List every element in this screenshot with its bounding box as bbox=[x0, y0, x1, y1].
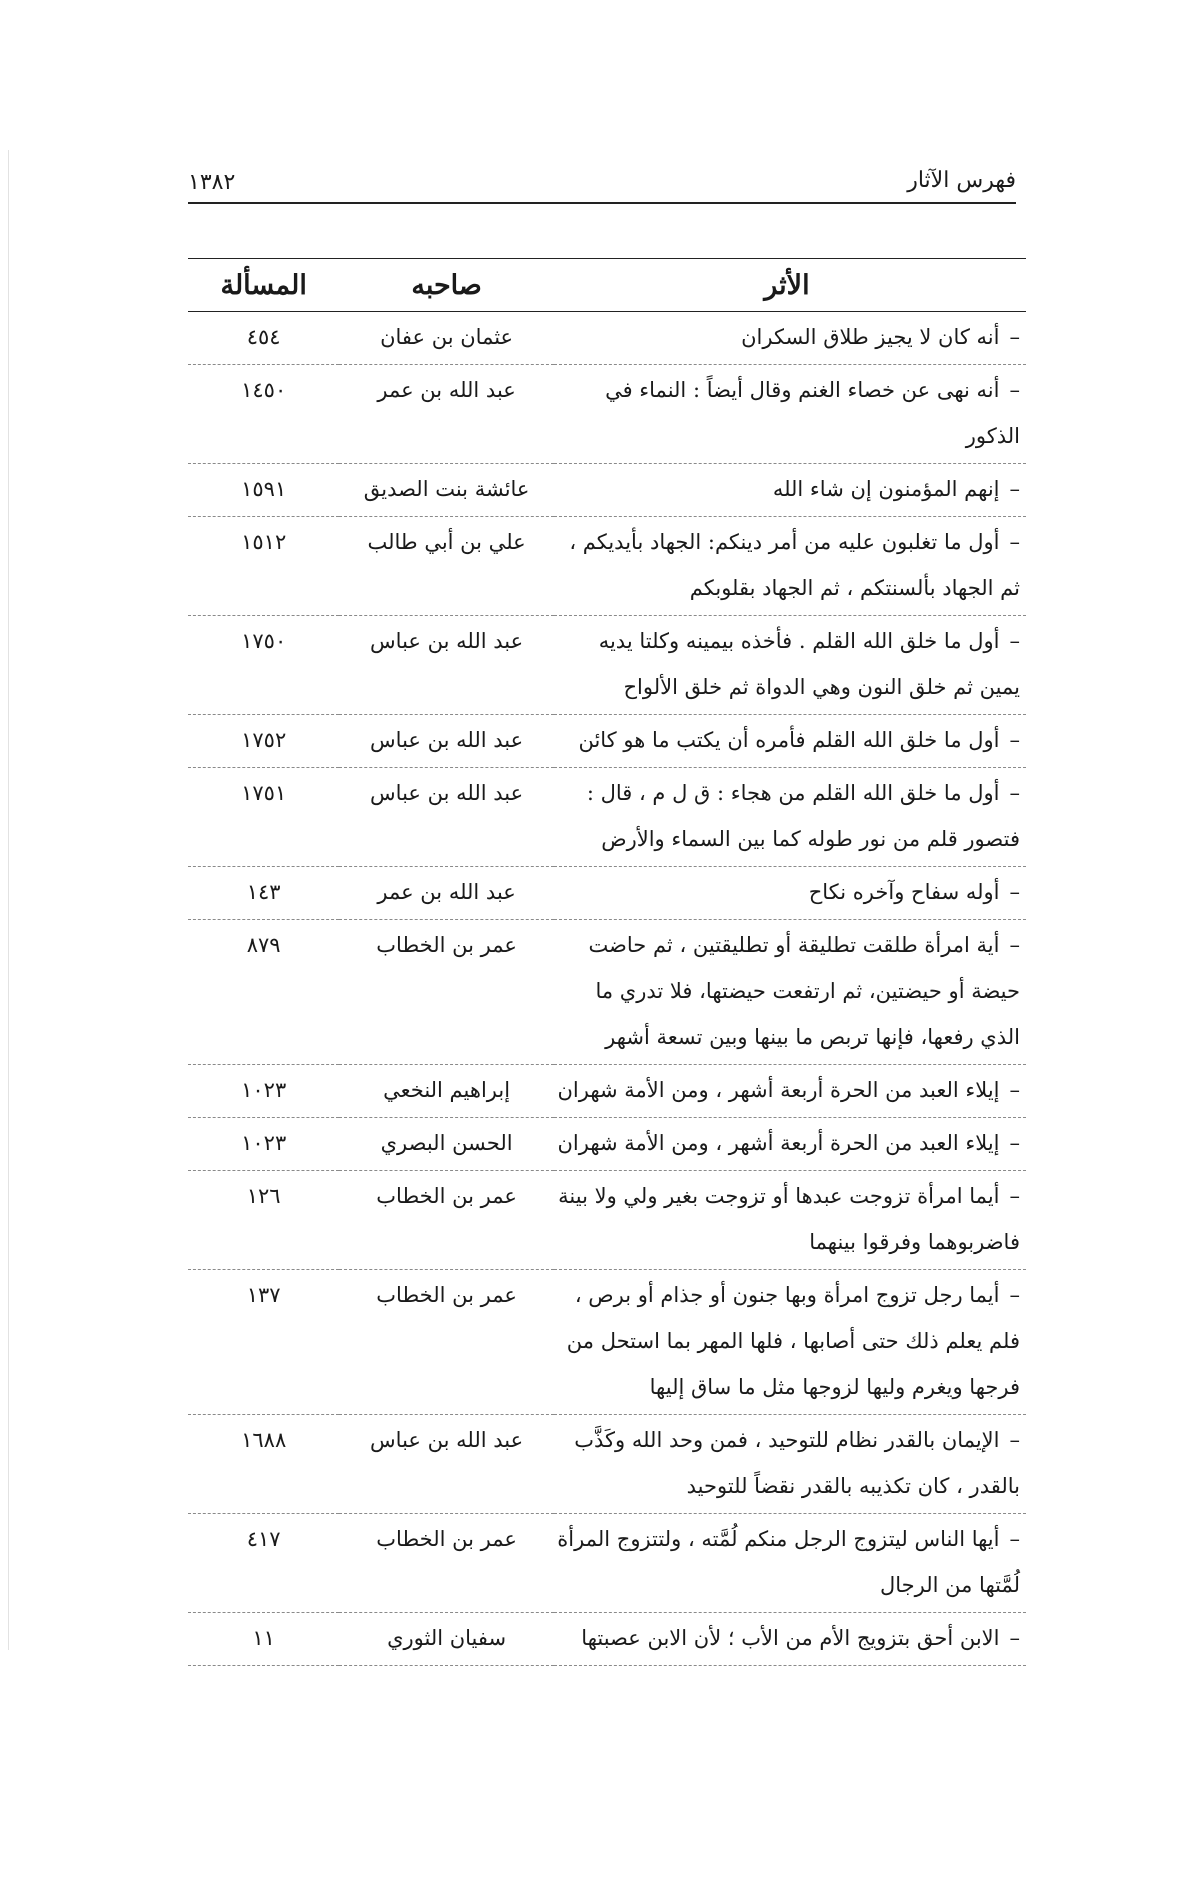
masala-number: ١٠٢٣ bbox=[188, 1065, 339, 1118]
sahib-name: عثمان بن عفان bbox=[339, 312, 554, 365]
page-number: ١٣٨٢ bbox=[188, 170, 236, 195]
sahib-name: عبد الله بن عباس bbox=[339, 715, 554, 768]
table-header-row bbox=[188, 259, 1026, 312]
sahib-name: عمر بن الخطاب bbox=[339, 1270, 554, 1415]
sahib-name: سفيان الثوري bbox=[339, 1613, 554, 1666]
masala-number: ١٧٥١ bbox=[188, 768, 339, 867]
table-row bbox=[188, 1270, 1026, 1415]
sahib-name: عبد الله بن عمر bbox=[339, 365, 554, 464]
table-row bbox=[188, 1415, 1026, 1514]
table-row bbox=[188, 1065, 1026, 1118]
athar-text bbox=[554, 1613, 1026, 1666]
athar-text bbox=[554, 1118, 1026, 1171]
masala-number: ٤٥٤ bbox=[188, 312, 339, 365]
masala-number: ١١ bbox=[188, 1613, 339, 1666]
athar-text bbox=[554, 1171, 1026, 1270]
athar-text-value: أوله سفاح وآخره نكاح bbox=[808, 880, 1000, 904]
sahib-name: عمر بن الخطاب bbox=[339, 1514, 554, 1613]
athar-text-value: أنه كان لا يجيز طلاق السكران bbox=[741, 325, 1000, 349]
masala-number: ١٧٥٢ bbox=[188, 715, 339, 768]
row-dash: – bbox=[1009, 325, 1020, 349]
row-dash: – bbox=[1009, 1283, 1020, 1307]
row-dash: – bbox=[1009, 1527, 1020, 1551]
sahib-name: عمر بن الخطاب bbox=[339, 1171, 554, 1270]
athar-index-table bbox=[188, 258, 1026, 1666]
row-dash: – bbox=[1009, 1626, 1020, 1650]
running-title: فهرس الآثار bbox=[907, 168, 1016, 193]
scan-edge-mark bbox=[8, 150, 9, 1650]
athar-text-value: أنه نهى عن خصاء الغنم وقال أيضاً : النماء في الذكور bbox=[605, 378, 1020, 448]
athar-text-value: أيها الناس ليتزوج الرجل منكم لُمَّته ، ولتتزوج المرأة لُمَّتها من الرجال bbox=[557, 1527, 1020, 1597]
masala-number: ١٥١٢ bbox=[188, 517, 339, 616]
athar-text bbox=[554, 715, 1026, 768]
athar-text bbox=[554, 867, 1026, 920]
table-row bbox=[188, 517, 1026, 616]
row-dash: – bbox=[1009, 1078, 1020, 1102]
table-row bbox=[188, 464, 1026, 517]
masala-number: ١٧٥٠ bbox=[188, 616, 339, 715]
athar-text-value: إنهم المؤمنون إن شاء الله bbox=[772, 477, 1000, 501]
masala-number: ١٦٨٨ bbox=[188, 1415, 339, 1514]
column-header-athar: الأثر bbox=[554, 259, 1026, 312]
sahib-name: عمر بن الخطاب bbox=[339, 920, 554, 1065]
row-dash: – bbox=[1009, 1131, 1020, 1155]
athar-text-value: الابن أحق بتزويج الأم من الأب ؛ لأن الابن عصبتها bbox=[581, 1626, 1000, 1650]
athar-text bbox=[554, 517, 1026, 616]
athar-text-value: أيما امرأة تزوجت عبدها أو تزوجت بغير ولي ولا بينة فاضربوهما وفرقوا بينهما bbox=[558, 1184, 1020, 1254]
athar-text bbox=[554, 1514, 1026, 1613]
masala-number: ١٥٩١ bbox=[188, 464, 339, 517]
table-row bbox=[188, 1514, 1026, 1613]
masala-number: ٤١٧ bbox=[188, 1514, 339, 1613]
sahib-name: عبد الله بن عمر bbox=[339, 867, 554, 920]
sahib-name: عبد الله بن عباس bbox=[339, 616, 554, 715]
athar-text bbox=[554, 464, 1026, 517]
athar-text-value: إيلاء العبد من الحرة أربعة أشهر ، ومن الأمة شهران bbox=[557, 1131, 1000, 1155]
table-row bbox=[188, 1118, 1026, 1171]
sahib-name: عائشة بنت الصديق bbox=[339, 464, 554, 517]
athar-text bbox=[554, 768, 1026, 867]
masala-number: ١٢٦ bbox=[188, 1171, 339, 1270]
athar-text-value: أول ما خلق الله القلم فأمره أن يكتب ما هو كائن bbox=[578, 728, 1000, 752]
table-row bbox=[188, 1171, 1026, 1270]
athar-text bbox=[554, 1415, 1026, 1514]
table-row bbox=[188, 867, 1026, 920]
row-dash: – bbox=[1009, 728, 1020, 752]
table-row bbox=[188, 365, 1026, 464]
table-row bbox=[188, 768, 1026, 867]
row-dash: – bbox=[1009, 933, 1020, 957]
athar-text bbox=[554, 312, 1026, 365]
running-header bbox=[188, 168, 1016, 204]
table-row bbox=[188, 616, 1026, 715]
sahib-name: علي بن أبي طالب bbox=[339, 517, 554, 616]
masala-number: ١٠٢٣ bbox=[188, 1118, 339, 1171]
athar-text-value: الإيمان بالقدر نظام للتوحيد ، فمن وحد الله وكَذَّب بالقدر ، كان تكذيبه بالقدر نقضاً للتوحيد bbox=[574, 1428, 1020, 1498]
row-dash: – bbox=[1009, 1184, 1020, 1208]
athar-text bbox=[554, 1065, 1026, 1118]
athar-text-value: أول ما تغلبون عليه من أمر دينكم: الجهاد بأيديكم ، ثم الجهاد بألسنتكم ، ثم الجهاد بقلوبكم bbox=[569, 530, 1020, 600]
masala-number: ١٤٣ bbox=[188, 867, 339, 920]
athar-text-value: أول ما خلق الله القلم . فأخذه بيمينه وكلتا يديه يمين ثم خلق النون وهي الدواة ثم خلق الألواح bbox=[598, 629, 1020, 699]
athar-text-value: إيلاء العبد من الحرة أربعة أشهر ، ومن الأمة شهران bbox=[557, 1078, 1000, 1102]
table-row bbox=[188, 715, 1026, 768]
athar-text bbox=[554, 920, 1026, 1065]
athar-text-value: أول ما خلق الله القلم من هجاء : ق ل م ، قال : فتصور قلم من نور طوله كما بين السماء والأرض bbox=[586, 781, 1020, 851]
sahib-name: الحسن البصري bbox=[339, 1118, 554, 1171]
column-header-masala: المسألة bbox=[188, 259, 339, 312]
row-dash: – bbox=[1009, 378, 1020, 402]
table-row bbox=[188, 1613, 1026, 1666]
row-dash: – bbox=[1009, 530, 1020, 554]
sahib-name: عبد الله بن عباس bbox=[339, 1415, 554, 1514]
sahib-name: إبراهيم النخعي bbox=[339, 1065, 554, 1118]
row-dash: – bbox=[1009, 880, 1020, 904]
row-dash: – bbox=[1009, 629, 1020, 653]
column-header-sahib: صاحبه bbox=[339, 259, 554, 312]
table-row bbox=[188, 920, 1026, 1065]
masala-number: ٨٧٩ bbox=[188, 920, 339, 1065]
athar-text-value: أية امرأة طلقت تطليقة أو تطليقتين ، ثم حاضت حيضة أو حيضتين، ثم ارتفعت حيضتها، فلا تدري ما الذي رفعها، فإنها تربص ما بينها وبين تسعة أشهر bbox=[588, 933, 1020, 1049]
row-dash: – bbox=[1009, 781, 1020, 805]
table-row bbox=[188, 312, 1026, 365]
masala-number: ١٣٧ bbox=[188, 1270, 339, 1415]
row-dash: – bbox=[1009, 1428, 1020, 1452]
athar-text bbox=[554, 365, 1026, 464]
sahib-name: عبد الله بن عباس bbox=[339, 768, 554, 867]
athar-text-value: أيما رجل تزوج امرأة وبها جنون أو جذام أو برص ، فلم يعلم ذلك حتى أصابها ، فلها المهر بما استحل من فرجها ويغرم وليها لزوجها مثل ما ساق إليها bbox=[566, 1283, 1020, 1399]
athar-text bbox=[554, 1270, 1026, 1415]
athar-text bbox=[554, 616, 1026, 715]
row-dash: – bbox=[1009, 477, 1020, 501]
masala-number: ١٤٥٠ bbox=[188, 365, 339, 464]
